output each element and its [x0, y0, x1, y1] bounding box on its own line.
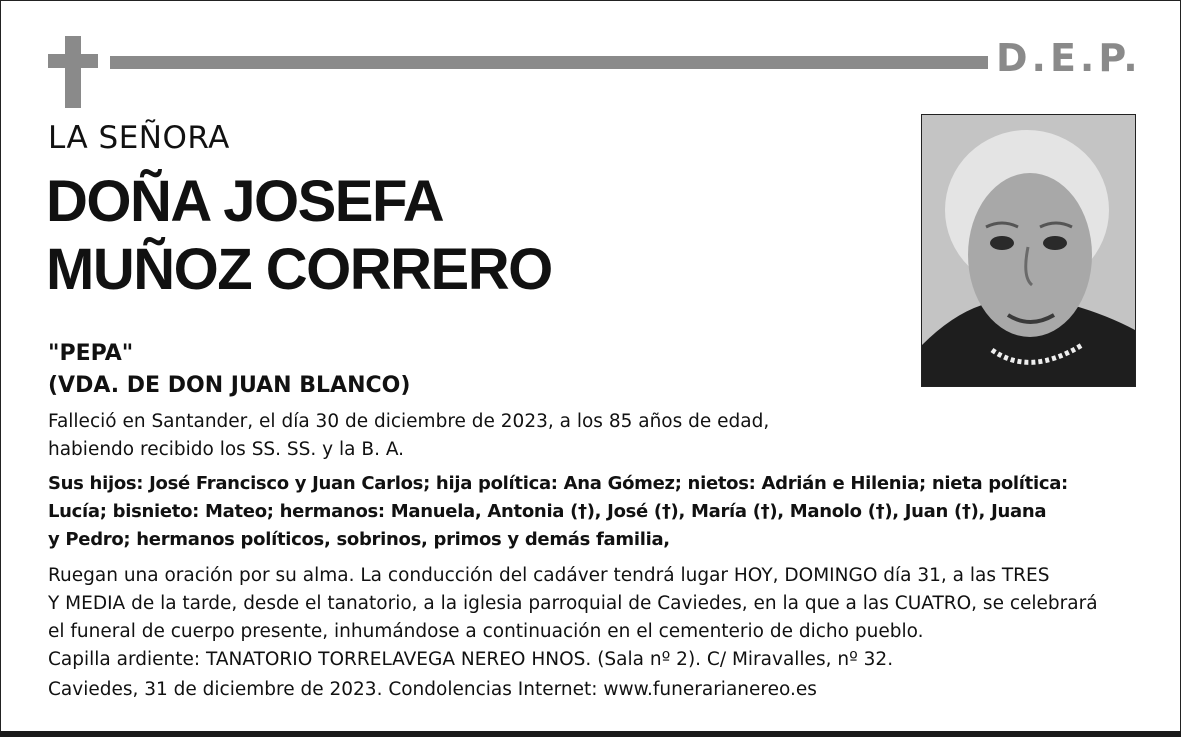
dep-label: D.E.P. [996, 36, 1142, 80]
deceased-name [46, 168, 552, 304]
funeral-paragraph [48, 562, 1098, 674]
family-paragraph [48, 470, 1068, 554]
death-line: habiendo recibido los SS. SS. y la B. A. [48, 439, 405, 460]
footer-line: Caviedes, 31 de diciembre de 2023. Condolencias Internet: www.funerarianereo.es [48, 679, 817, 700]
name-line-1: DOÑA JOSEFA [46, 169, 444, 234]
funeral-line: Ruegan una oración por su alma. La conducción del cadáver tendrá lugar HOY, DOMINGO día 31, a las TRES [48, 565, 1050, 586]
widow-of: (VDA. DE DON JUAN BLANCO) [48, 373, 411, 398]
portrait-photo [921, 114, 1136, 387]
chapel-line: Capilla ardiente: TANATORIO TORRELAVEGA NEREO HNOS. (Sala nº 2). C/ Miravalles, nº 32. [48, 649, 894, 670]
header-rule [110, 56, 988, 69]
cross-icon [48, 36, 98, 108]
title-prefix: LA SEÑORA [48, 120, 230, 156]
nickname: "PEPA" [48, 341, 134, 366]
bottom-bar [0, 731, 1181, 737]
funeral-line: el funeral de cuerpo presente, inhumándose a continuación en el cementerio de dicho pueblo. [48, 621, 924, 642]
alias-block [48, 338, 410, 402]
death-line: Falleció en Santander, el día 30 de diciembre de 2023, a los 85 años de edad, [48, 411, 770, 432]
family-line: y Pedro; hermanos políticos, sobrinos, primos y demás familia, [48, 529, 670, 550]
family-line: Lucía; bisnieto: Mateo; hermanos: Manuela, Antonia (†), José (†), María (†), Manolo (†), Juan (†), Juana [48, 501, 1047, 522]
family-line: Sus hijos: José Francisco y Juan Carlos; hija política: Ana Gómez; nietos: Adrián e Hilenia; nieta política: [48, 473, 1068, 494]
name-line-2: MUÑOZ CORRERO [46, 237, 552, 302]
death-paragraph [48, 408, 769, 464]
funeral-line: Y MEDIA de la tarde, desde el tanatorio, a la iglesia parroquial de Caviedes, en la que a las CUATRO, se celebrará [48, 593, 1098, 614]
